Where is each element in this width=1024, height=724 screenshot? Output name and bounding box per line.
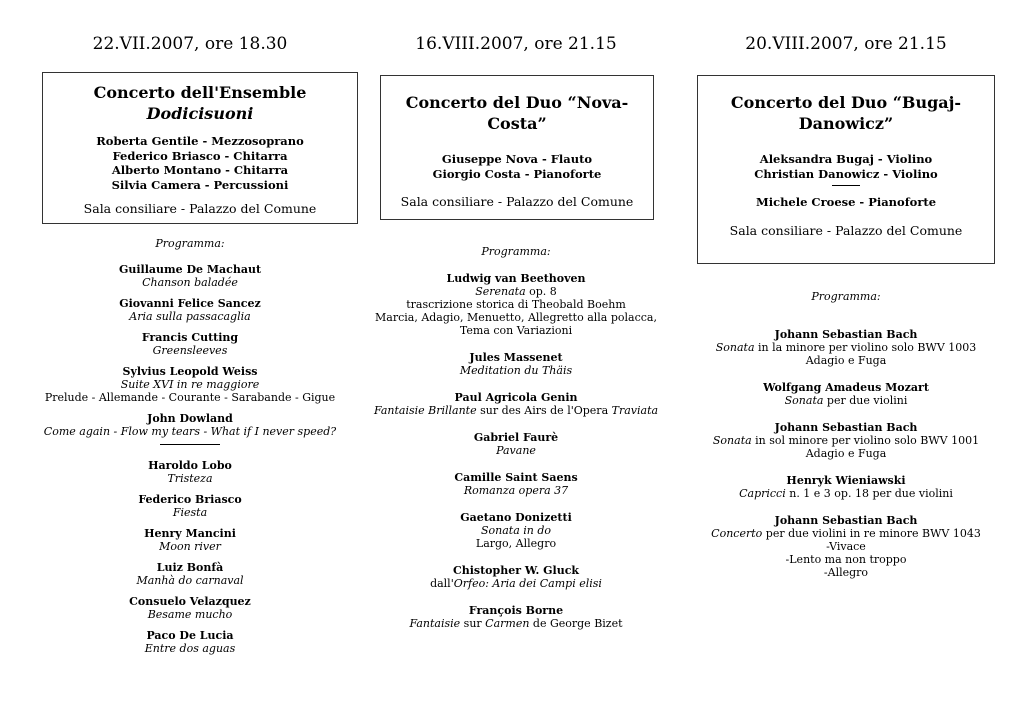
- composer: Paul Agricola Genin: [454, 391, 578, 404]
- concert-title-cont: Danowicz”: [798, 114, 894, 133]
- composer: Guillaume De Machaut: [118, 263, 262, 276]
- program-item: [20, 459, 360, 485]
- work-title: Sonata: [784, 394, 824, 407]
- program-item: [20, 365, 360, 404]
- concert-info-box: [380, 75, 654, 220]
- performer: Giuseppe Nova - Flauto: [441, 152, 593, 166]
- work-title-tail: Traviata: [611, 404, 659, 417]
- work-detail: trascrizione storica di Theobald Boehm: [406, 298, 626, 311]
- work-title: Suite XVI in re maggiore: [120, 378, 260, 391]
- composer: Ludwig van Beethoven: [446, 272, 586, 285]
- program-item: [685, 514, 1007, 579]
- program-item: [357, 272, 675, 337]
- work-title: Sonata in do: [480, 524, 552, 537]
- concert-date: 20.VIII.2007, ore 21.15: [745, 34, 947, 54]
- performer: Alberto Montano - Chitarra: [111, 163, 289, 177]
- venue: Sala consiliare - Palazzo del Comune: [400, 194, 634, 209]
- work-title: Besame mucho: [147, 608, 233, 621]
- work-suffix: in la minore per violino solo BWV 1003: [754, 341, 977, 354]
- program-item: [685, 328, 1007, 367]
- work-suffix: n. 1 e 3 op. 18 per due violini: [785, 487, 953, 500]
- program-item: [357, 471, 675, 497]
- work-title: Romanza opera 37: [463, 484, 569, 497]
- work-detail: Adagio e Fuga: [805, 354, 887, 367]
- composer: Consuelo Velazquez: [129, 595, 251, 608]
- concert-title-cont: Costa”: [487, 114, 547, 133]
- work-title: Sonata: [712, 434, 752, 447]
- work-detail: Tema con Variazioni: [459, 324, 573, 337]
- work-detail: -Lento ma non troppo: [785, 553, 907, 566]
- work-title: Moon river: [159, 540, 221, 553]
- concert-title: Concerto del Duo “Nova-: [405, 93, 629, 112]
- composer: Wolfgang Amadeus Mozart: [763, 381, 929, 394]
- program-item: [20, 527, 360, 553]
- work-title: Fantaisie: [409, 617, 461, 630]
- work-detail: -Allegro: [823, 566, 869, 579]
- work-suffix: per due violini in re minore BWV 1043: [762, 527, 981, 540]
- concert-title: Concerto dell'Ensemble: [93, 83, 307, 102]
- composer: John Dowland: [147, 412, 233, 425]
- work-title: Pavane: [496, 444, 536, 457]
- concert-date: 16.VIII.2007, ore 21.15: [415, 34, 617, 54]
- program-list: [20, 263, 360, 655]
- performer: Roberta Gentile - Mezzosoprano: [96, 134, 304, 148]
- composer: Jules Massenet: [469, 351, 563, 364]
- ensemble-name: Dodicisuoni: [146, 104, 254, 123]
- work-detail: -Vivace: [826, 540, 866, 553]
- program-list: [357, 272, 675, 630]
- program-list: [685, 328, 1007, 579]
- program-label: Programma:: [481, 245, 551, 258]
- program-item: [20, 263, 360, 289]
- concert-info-box: [697, 75, 995, 264]
- performer: Federico Briasco - Chitarra: [112, 148, 288, 163]
- performer: Giorgio Costa - Pianoforte: [432, 166, 602, 181]
- composer: Johann Sebastian Bach: [774, 514, 918, 527]
- program-item: [357, 391, 675, 417]
- composer: Giovanni Felice Sancez: [119, 297, 261, 310]
- program-item: [685, 474, 1007, 500]
- performer: Aleksandra Bugaj - Violino: [759, 152, 933, 166]
- composer: Paco De Lucia: [146, 629, 234, 642]
- work-detail: Largo, Allegro: [475, 537, 557, 550]
- work-title: Chanson baladée: [142, 276, 238, 289]
- work-title: Meditation du Thäis: [459, 364, 573, 377]
- composer: Chistopher W. Gluck: [452, 564, 580, 577]
- composer: Haroldo Lobo: [148, 459, 232, 472]
- program-item: [20, 561, 360, 587]
- program-item: [20, 412, 360, 438]
- composer: Federico Briasco: [138, 493, 242, 506]
- composer: Johann Sebastian Bach: [774, 328, 918, 341]
- concert-info-box: [42, 72, 358, 224]
- composer: Henryk Wieniawski: [786, 474, 906, 487]
- work-title: Orfeo: Aria dei Campi elisi: [453, 577, 602, 590]
- composer: Johann Sebastian Bach: [774, 421, 918, 434]
- program-label: Programma:: [155, 237, 225, 250]
- performer-divider: [832, 185, 860, 186]
- program-label: Programma:: [811, 290, 881, 303]
- work-title: Capricci: [739, 487, 786, 500]
- composer: Gabriel Faurè: [473, 431, 559, 444]
- program-item: [357, 431, 675, 457]
- program-item: [20, 331, 360, 357]
- work-detail: Adagio e Fuga: [805, 447, 887, 460]
- work-suffix: op. 8: [525, 285, 557, 298]
- concert-title: Concerto del Duo “Bugaj-: [730, 93, 962, 112]
- work-title: Fiesta: [172, 506, 208, 519]
- work-suffix: sur: [460, 617, 486, 630]
- program-item: [685, 381, 1007, 407]
- work-detail: Marcia, Adagio, Menuetto, Allegretto alla polacca,: [375, 311, 657, 324]
- work-title: Greensleeves: [152, 344, 228, 357]
- work-title: Manhà do carnaval: [136, 574, 244, 587]
- work-title: Sonata: [715, 341, 755, 354]
- performer: Silvia Camera - Percussioni: [111, 177, 289, 192]
- performer: Michele Croese - Pianoforte: [755, 195, 937, 209]
- work-title: Serenata: [475, 285, 526, 298]
- composer: François Borne: [468, 604, 564, 617]
- program-divider: [160, 444, 220, 445]
- performer: Christian Danowicz - Violino: [754, 166, 938, 181]
- program-item: [357, 604, 675, 630]
- composer: Luiz Bonfà: [156, 561, 224, 574]
- work-title: Tristeza: [167, 472, 213, 485]
- work-title: Entre dos aguas: [144, 642, 236, 655]
- composer: Francis Cutting: [141, 331, 239, 344]
- work-title: Aria sulla passacaglia: [129, 310, 251, 323]
- program-item: [20, 297, 360, 323]
- program-item: [20, 595, 360, 621]
- program-item: [357, 511, 675, 550]
- work-title: Fantaisie Brillante: [373, 404, 477, 417]
- composer: Gaetano Donizetti: [460, 511, 572, 524]
- work-title: Concerto: [711, 527, 763, 540]
- program-item: [685, 421, 1007, 460]
- program-item: [357, 564, 675, 590]
- work-prefix: dall': [430, 577, 454, 590]
- composer: Camille Saint Saens: [454, 471, 578, 484]
- work-title-tail: Carmen: [485, 617, 530, 630]
- program-item: [20, 629, 360, 655]
- work-suffix: in sol minore per violino solo BWV 1001: [751, 434, 980, 447]
- work-detail: Prelude - Allemande - Courante - Sarabande - Gigue: [44, 391, 336, 404]
- composer: Henry Mancini: [144, 527, 236, 540]
- work-suffix: sur des Airs de l'Opera: [476, 404, 612, 417]
- venue: Sala consiliare - Palazzo del Comune: [729, 222, 963, 238]
- venue: Sala consiliare - Palazzo del Comune: [83, 201, 317, 216]
- work-title: Come again - Flow my tears - What if I never speed?: [43, 425, 337, 438]
- program-item: [357, 351, 675, 377]
- work-end: de George Bizet: [529, 617, 623, 630]
- program-item: [20, 493, 360, 519]
- concert-date: 22.VII.2007, ore 18.30: [92, 34, 288, 54]
- work-suffix: per due violini: [823, 394, 908, 407]
- composer: Sylvius Leopold Weiss: [122, 365, 258, 378]
